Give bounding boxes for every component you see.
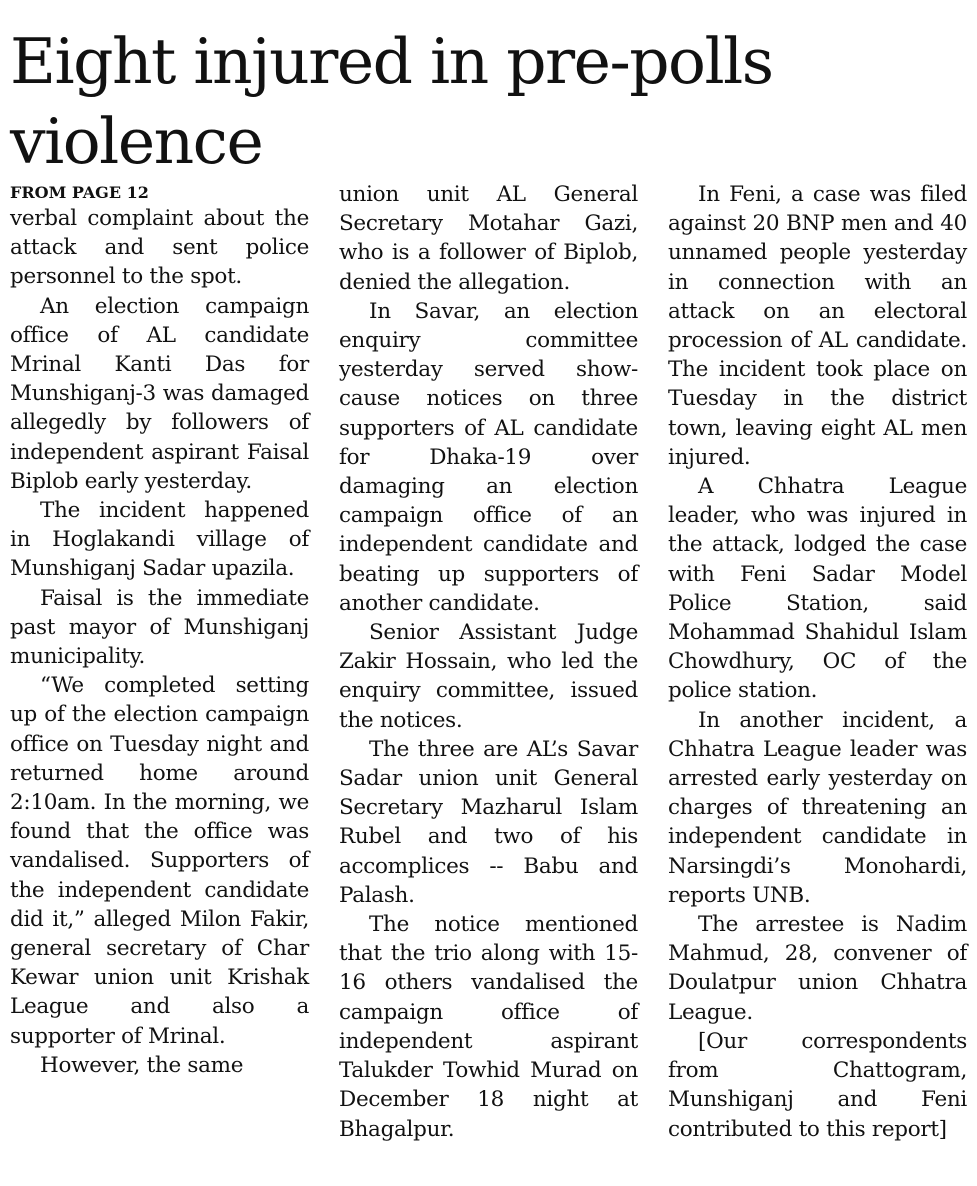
paragraph: In Savar, an election enquiry committee yesterday served show-cause notices on three supporters of AL candidate for Dhaka-19 over damaging an election campaign office of an independent candidate and beating up supporters of another candidate. — [339, 298, 638, 616]
paragraph: A Chhatra League leader, who was injured in the attack, lodged the case with Feni Sadar Model Police Station, said Mohammad Shahidul Islam Chowdhury, OC of the police station. — [668, 474, 967, 704]
paragraph: The incident happened in Hoglakandi village of Munshiganj Sadar upazila. — [10, 498, 309, 582]
article-column-3 — [668, 180, 967, 1144]
headline: Eight injured in pre-polls violence — [10, 25, 773, 178]
paragraph: verbal complaint about the attack and sent police personnel to the spot. — [10, 206, 309, 290]
paragraph: Faisal is the immediate past mayor of Munshiganj municipality. — [10, 585, 309, 670]
paragraph: In Feni, a case was filed against 20 BNP men and 40 unnamed people yesterday in connection with an attack on an electoral procession of AL candidate. The incident took place on Tuesday in the district town, leaving eight AL men injured. — [668, 182, 967, 470]
paragraph: An election campaign office of AL candidate Mrinal Kanti Das for Munshiganj-3 was damaged allegedly by followers of independent aspirant Faisal Biplob early yesterday. — [10, 293, 309, 494]
article-column-1 — [10, 180, 309, 1080]
continuation-kicker: FROM PAGE 12 — [10, 183, 149, 202]
paragraph: However, the same — [40, 1052, 244, 1078]
paragraph: [Our correspondents from Chattogram, Munshiganj and Feni contributed to this report] — [668, 1028, 967, 1142]
paragraph: The three are AL’s Savar Sadar union unit General Secretary Mazharul Islam Rubel and two of his accomplices -- Babu and Palash. — [339, 736, 638, 908]
paragraph: union unit AL General Secretary Motahar Gazi, who is a follower of Biplob, denied the allegation. — [339, 182, 638, 295]
paragraph: In another incident, a Chhatra League leader was arrested early yesterday on charges of threatening an independent candidate in Narsingdi’s Monohardi, reports UNB. — [668, 707, 967, 908]
paragraph: Senior Assistant Judge Zakir Hossain, who led the enquiry committee, issued the notices. — [339, 620, 638, 733]
paragraph: The arrestee is Nadim Mahmud, 28, convener of Doulatpur union Chhatra League. — [668, 912, 967, 1025]
paragraph: The notice mentioned that the trio along with 15-16 others vandalised the campaign office of independent aspirant Talukder Towhid Murad on December 18 night at Bhagalpur. — [339, 912, 638, 1142]
paragraph: “We completed setting up of the election campaign office on Tuesday night and returned home around 2:10am. In the morning, we found that the office was vandalised. Supporters of the independent candidate did it,” alleged Milon Fakir, general secretary of Char Kewar union unit Krishak League and also a supporter of Mrinal. — [10, 673, 309, 1049]
article-column-2 — [339, 180, 638, 1144]
